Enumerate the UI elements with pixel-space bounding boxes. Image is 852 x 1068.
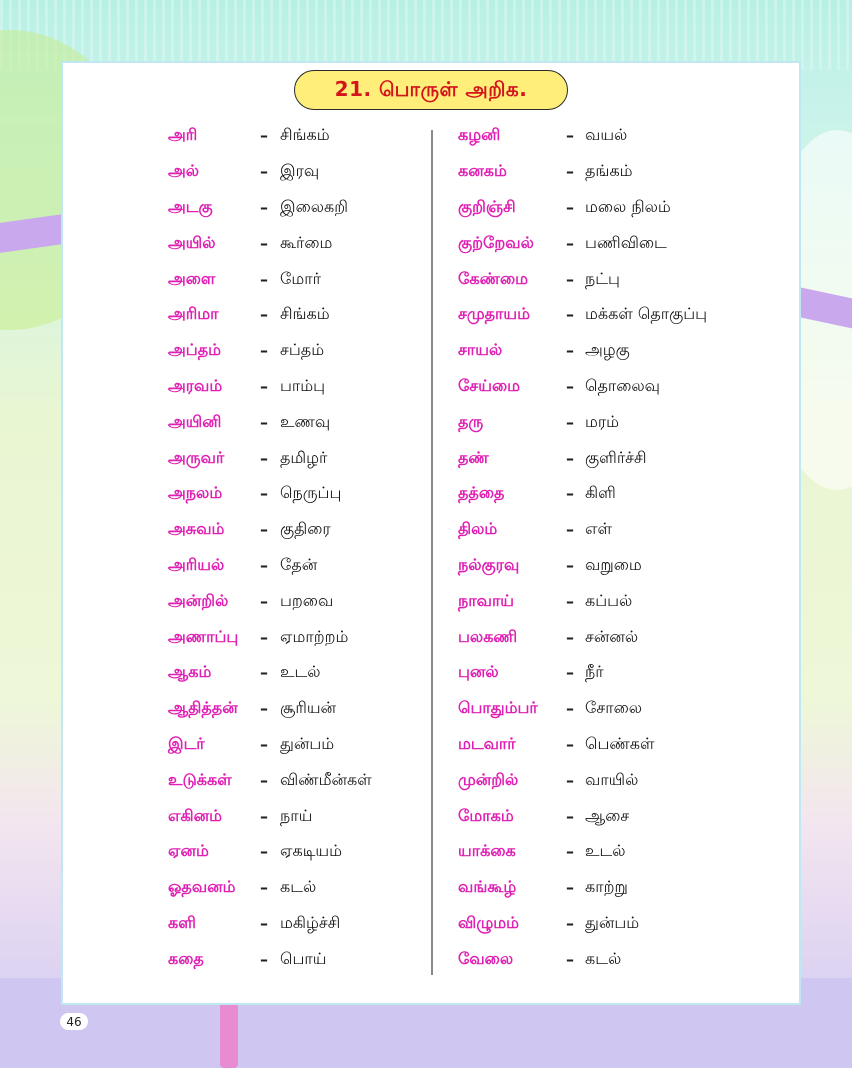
word-meaning: துன்பம்	[585, 912, 640, 932]
separator-dash: –	[260, 913, 268, 933]
word-meaning: நட்பு	[585, 268, 620, 288]
word-meaning: பணிவிடை	[585, 232, 667, 252]
tamil-word: எகினம்	[168, 805, 222, 825]
word-meaning: குதிரை	[280, 519, 331, 539]
tamil-word: அணாப்பு	[168, 626, 239, 646]
word-meaning: மோர்	[280, 268, 321, 288]
word-row	[168, 369, 326, 405]
tamil-word: மோகம்	[458, 805, 514, 825]
word-row	[458, 655, 604, 691]
word-row	[458, 297, 708, 333]
word-row	[458, 906, 640, 942]
separator-dash: –	[566, 305, 574, 325]
tamil-word: அயில்	[168, 232, 216, 252]
separator-dash: –	[260, 770, 268, 790]
word-row	[458, 333, 630, 369]
tamil-word: சாயல்	[458, 340, 503, 360]
word-meaning: பொய்	[280, 948, 327, 968]
left-word-column	[168, 118, 372, 977]
tamil-word: அளை	[168, 268, 216, 288]
tamil-word: அரிமா	[168, 304, 219, 324]
word-meaning: மக்கள் தொகுப்பு	[585, 304, 708, 324]
word-row	[458, 476, 616, 512]
word-meaning: துன்பம்	[280, 733, 335, 753]
word-row	[458, 190, 671, 226]
separator-dash: –	[260, 412, 268, 432]
tamil-word: பொதும்பர்	[458, 698, 538, 718]
tamil-word: நல்குரவு	[458, 554, 520, 574]
separator-dash: –	[260, 699, 268, 719]
word-row	[168, 655, 321, 691]
tamil-word: ஏனம்	[168, 841, 209, 861]
word-meaning: கப்பல்	[585, 590, 633, 610]
separator-dash: –	[566, 520, 574, 540]
word-row	[168, 727, 335, 763]
separator-dash: –	[566, 269, 574, 289]
tamil-word: தத்தை	[458, 483, 505, 503]
word-meaning: சிங்கம்	[280, 125, 330, 145]
separator-dash: –	[566, 484, 574, 504]
separator-dash: –	[260, 627, 268, 647]
tamil-word: அன்றில்	[168, 590, 229, 610]
separator-dash: –	[260, 949, 268, 969]
word-row	[168, 225, 333, 261]
separator-dash: –	[260, 591, 268, 611]
background-stripes	[0, 0, 852, 70]
separator-dash: –	[566, 842, 574, 862]
word-meaning: சோலை	[585, 698, 642, 718]
word-row	[458, 834, 626, 870]
separator-dash: –	[260, 734, 268, 754]
word-meaning: நீர்	[585, 662, 604, 682]
tamil-word: அருவர்	[168, 447, 225, 467]
tamil-word: திலம்	[458, 519, 498, 539]
tamil-word: குற்றேவல்	[458, 232, 534, 252]
page-title: 21. பொருள் அறிக.	[334, 76, 528, 101]
word-row	[458, 619, 639, 655]
tamil-word: மடவார்	[458, 733, 516, 753]
separator-dash: –	[260, 448, 268, 468]
separator-dash: –	[260, 233, 268, 253]
separator-dash: –	[566, 913, 574, 933]
separator-dash: –	[566, 627, 574, 647]
separator-dash: –	[260, 842, 268, 862]
word-meaning: சப்தம்	[280, 340, 325, 360]
separator-dash: –	[566, 376, 574, 396]
separator-dash: –	[566, 949, 574, 969]
word-meaning: கடல்	[280, 877, 317, 897]
word-row	[458, 512, 612, 548]
separator-dash: –	[566, 699, 574, 719]
tamil-word: அப்தம்	[168, 340, 221, 360]
word-meaning: அழகு	[585, 340, 630, 360]
separator-dash: –	[566, 233, 574, 253]
tamil-word: பலகணி	[458, 626, 518, 646]
word-meaning: இரவு	[280, 161, 320, 181]
tamil-word: வேலை	[458, 948, 514, 968]
tamil-word: புனல்	[458, 662, 499, 682]
separator-dash: –	[260, 305, 268, 325]
word-meaning: ஆசை	[585, 805, 630, 825]
tamil-word: இடர்	[168, 733, 205, 753]
tamil-word: கனகம்	[458, 161, 507, 181]
tamil-word: குறிஞ்சி	[458, 196, 516, 216]
tamil-word: அரியல்	[168, 554, 225, 574]
word-row	[458, 691, 642, 727]
word-meaning: வயல்	[585, 125, 628, 145]
tamil-word: தரு	[458, 411, 484, 431]
word-meaning: குளிர்ச்சி	[585, 447, 647, 467]
word-row	[458, 727, 655, 763]
word-meaning: மலை நிலம்	[585, 196, 671, 216]
word-meaning: உடல்	[280, 662, 321, 682]
word-meaning: நாய்	[280, 805, 313, 825]
word-meaning: சூரியன்	[280, 698, 337, 718]
tamil-word: ஆதித்தன்	[168, 698, 238, 718]
tamil-word: அடகு	[168, 196, 213, 216]
word-meaning: கூர்மை	[280, 232, 333, 252]
word-meaning: பெண்கள்	[585, 733, 655, 753]
tamil-word: கதை	[168, 948, 204, 968]
tamil-word: உடுக்கள்	[168, 769, 232, 789]
word-meaning: சன்னல்	[585, 626, 639, 646]
tamil-word: அநலம்	[168, 483, 223, 503]
tamil-word: அல்	[168, 161, 200, 181]
separator-dash: –	[566, 878, 574, 898]
separator-dash: –	[566, 162, 574, 182]
word-row	[168, 941, 327, 977]
word-row	[458, 225, 667, 261]
word-row	[168, 548, 318, 584]
separator-dash: –	[260, 663, 268, 683]
word-meaning: உடல்	[585, 841, 626, 861]
word-row	[168, 440, 328, 476]
word-row	[458, 941, 622, 977]
word-row	[168, 476, 342, 512]
word-meaning: மகிழ்ச்சி	[280, 912, 341, 932]
word-meaning: வறுமை	[585, 554, 642, 574]
tamil-word: அரி	[168, 125, 198, 145]
word-row	[458, 369, 660, 405]
word-row	[458, 798, 630, 834]
separator-dash: –	[566, 448, 574, 468]
word-meaning: பாம்பு	[280, 375, 326, 395]
separator-dash: –	[260, 341, 268, 361]
separator-dash: –	[260, 126, 268, 146]
tamil-word: முன்றில்	[458, 769, 519, 789]
word-row	[168, 619, 349, 655]
separator-dash: –	[566, 734, 574, 754]
word-row	[168, 870, 317, 906]
word-meaning: வாயில்	[585, 769, 639, 789]
word-meaning: சிங்கம்	[280, 304, 330, 324]
word-row	[168, 762, 372, 798]
word-meaning: காற்று	[585, 877, 628, 897]
separator-dash: –	[566, 126, 574, 146]
word-row	[168, 261, 321, 297]
tamil-word: ஓதவனம்	[168, 877, 236, 897]
word-meaning: நெருப்பு	[280, 483, 342, 503]
tamil-word: வங்கூழ்	[458, 877, 517, 897]
tamil-word: அரவம்	[168, 375, 223, 395]
word-row	[168, 798, 313, 834]
word-meaning: உணவு	[280, 411, 331, 431]
separator-dash: –	[566, 197, 574, 217]
word-meaning: கடல்	[585, 948, 622, 968]
tamil-word: சமுதாயம்	[458, 304, 530, 324]
separator-dash: –	[566, 663, 574, 683]
tamil-word: அயினி	[168, 411, 222, 431]
separator-dash: –	[566, 555, 574, 575]
tamil-word: களி	[168, 912, 196, 932]
word-row	[168, 297, 330, 333]
right-word-column	[458, 118, 708, 977]
word-meaning: கிளி	[585, 483, 616, 503]
tamil-word: அசுவம்	[168, 519, 225, 539]
word-row	[168, 404, 331, 440]
word-row	[168, 583, 334, 619]
word-row	[168, 154, 320, 190]
separator-dash: –	[566, 341, 574, 361]
tamil-word: விழுமம்	[458, 912, 520, 932]
tamil-word: நாவாய்	[458, 590, 515, 610]
separator-dash: –	[260, 162, 268, 182]
separator-dash: –	[260, 376, 268, 396]
tamil-word: தண்	[458, 447, 489, 467]
separator-dash: –	[260, 806, 268, 826]
separator-dash: –	[260, 484, 268, 504]
word-row	[168, 906, 341, 942]
word-meaning: ஏமாற்றம்	[280, 626, 349, 646]
tamil-word: கழனி	[458, 125, 501, 145]
word-row	[168, 333, 325, 369]
tamil-word: ஆகம்	[168, 662, 212, 682]
word-row	[458, 762, 639, 798]
word-meaning: தேன்	[280, 554, 318, 574]
word-meaning: தமிழர்	[280, 447, 328, 467]
tamil-word: சேய்மை	[458, 375, 520, 395]
word-row	[458, 440, 647, 476]
separator-dash: –	[260, 269, 268, 289]
separator-dash: –	[260, 520, 268, 540]
word-row	[458, 154, 633, 190]
separator-dash: –	[566, 770, 574, 790]
word-row	[458, 583, 633, 619]
separator-dash: –	[260, 878, 268, 898]
word-row	[168, 190, 348, 226]
tamil-word: யாக்கை	[458, 841, 516, 861]
word-meaning: மரம்	[585, 411, 620, 431]
word-row	[168, 691, 337, 727]
word-meaning: இலைகறி	[280, 196, 348, 216]
column-divider	[431, 130, 433, 975]
separator-dash: –	[566, 591, 574, 611]
word-row	[458, 404, 620, 440]
word-meaning: ஏகடியம்	[280, 841, 343, 861]
word-meaning: விண்மீன்கள்	[280, 769, 372, 789]
page-number: 46	[60, 1013, 88, 1030]
word-row	[458, 548, 642, 584]
word-meaning: தங்கம்	[585, 161, 633, 181]
word-row	[458, 870, 628, 906]
separator-dash: –	[260, 555, 268, 575]
word-meaning: பறவை	[280, 590, 334, 610]
separator-dash: –	[566, 806, 574, 826]
word-row	[458, 261, 620, 297]
separator-dash: –	[566, 412, 574, 432]
separator-dash: –	[260, 197, 268, 217]
word-row	[458, 118, 628, 154]
tamil-word: கேண்மை	[458, 268, 528, 288]
word-row	[168, 118, 330, 154]
word-meaning: எள்	[585, 519, 612, 539]
word-row	[168, 834, 343, 870]
word-row	[168, 512, 331, 548]
title-banner	[294, 70, 568, 110]
background-pink-ribbon	[220, 998, 238, 1068]
word-meaning: தொலைவு	[585, 375, 660, 395]
